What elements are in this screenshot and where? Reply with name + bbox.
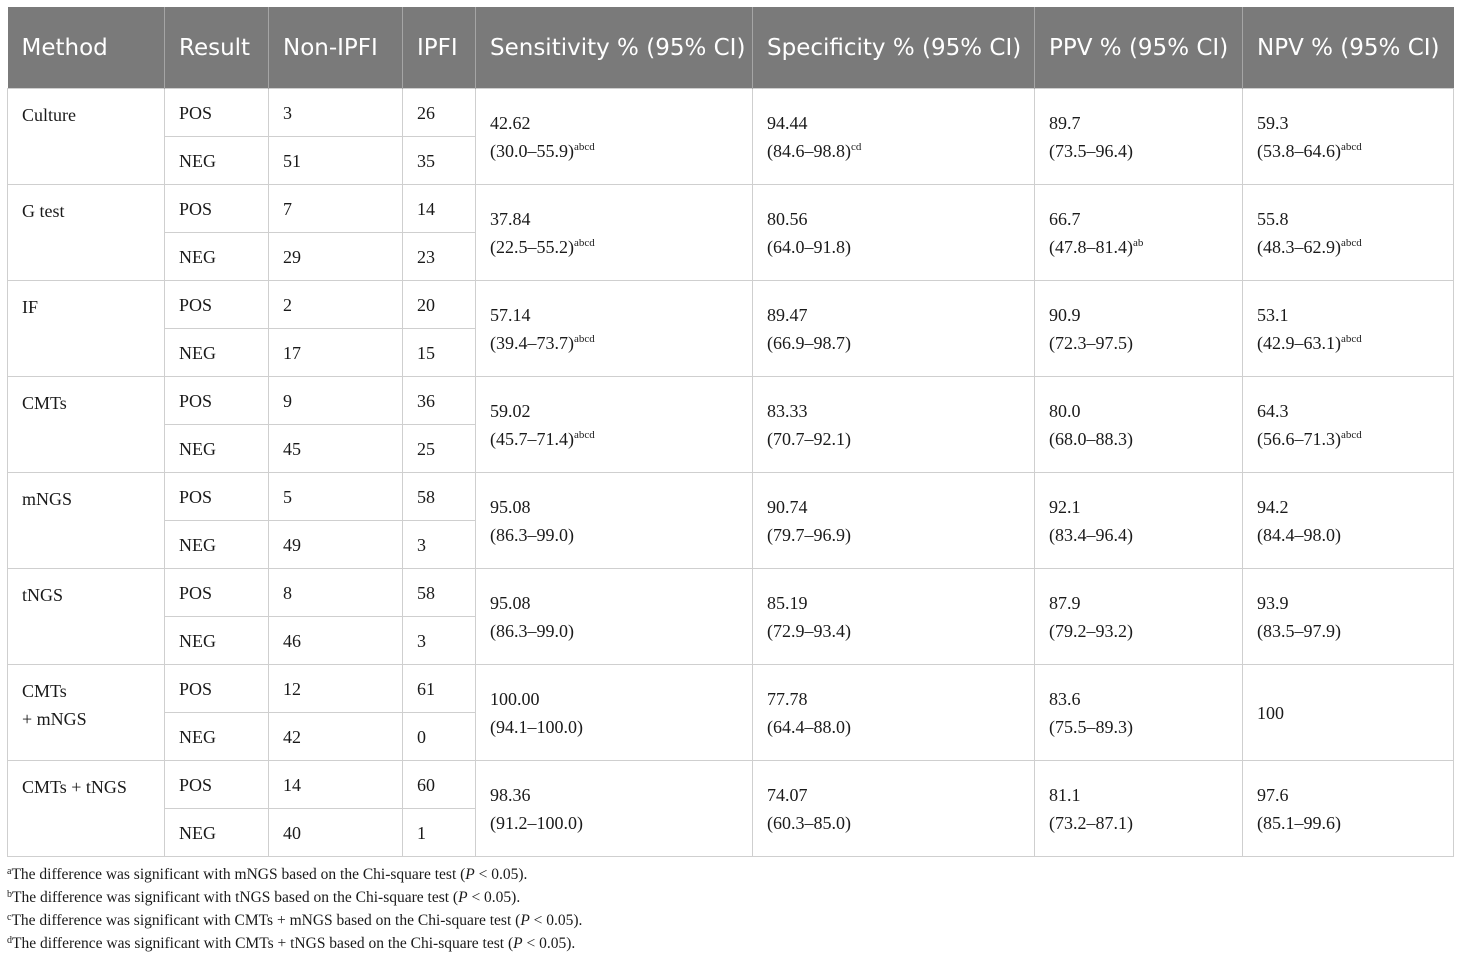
method-cell — [8, 665, 165, 761]
footnote-mark: a — [7, 866, 12, 877]
spec-ci: $(84.6-98.8)^{cd}$ — [767, 140, 862, 161]
ppv-ci: (83.4–96.4) — [1049, 524, 1133, 545]
spec-value: 85.19 — [767, 592, 808, 613]
method-cell — [8, 185, 165, 281]
header-specificity: Specificity % (95% CI) — [753, 7, 1035, 89]
ppv-value: 87.9 — [1049, 592, 1081, 613]
spec-ci: (72.9–93.4) — [767, 620, 851, 641]
ppv-value: 80.0 — [1049, 400, 1081, 421]
header-ipfi: IPFI — [403, 7, 476, 89]
method-name-cont: + mNGS — [22, 709, 87, 729]
spec-ci: (64.4–88.0) — [767, 716, 851, 737]
npv-value: 55.8 — [1257, 208, 1289, 229]
sens-cell — [476, 473, 753, 569]
pos-non-ipfi: 7 — [269, 185, 403, 233]
spec-significance-mark: cd — [851, 140, 862, 153]
table-row — [8, 281, 1454, 329]
table-row — [8, 377, 1454, 425]
spec-ci: (60.3–85.0) — [767, 812, 851, 833]
sens-ci: $(39.4-73.7)^{abcd}$ — [490, 332, 595, 353]
ppv-cell — [1035, 761, 1243, 857]
spec-ci: (66.9–98.7) — [767, 332, 851, 353]
footnote-mark: d — [7, 935, 12, 946]
method-name: CMTs — [22, 393, 67, 413]
pos-non-ipfi: 8 — [269, 569, 403, 617]
result-neg: NEG — [165, 233, 269, 281]
npv-significance-mark: abcd — [1341, 140, 1362, 153]
pos-ipfi: 58 — [403, 569, 476, 617]
spec-value: 77.78 — [767, 688, 808, 709]
spec-cell — [753, 281, 1035, 377]
result-neg: NEG — [165, 425, 269, 473]
pos-ipfi: 60 — [403, 761, 476, 809]
spec-cell — [753, 377, 1035, 473]
ppv-significance-mark: ab — [1133, 236, 1144, 249]
npv-value: 53.1 — [1257, 304, 1289, 325]
sens-ci: (94.1–100.0) — [490, 716, 583, 737]
table-row — [8, 569, 1454, 617]
npv-significance-mark: abcd — [1341, 236, 1362, 249]
spec-ci: (64.0–91.8) — [767, 236, 851, 257]
spec-value: 83.33 — [767, 400, 808, 421]
neg-non-ipfi: 42 — [269, 713, 403, 761]
sens-ci: (91.2–100.0) — [490, 812, 583, 833]
ppv-ci: $(47.8-81.4)^{ab}$ — [1049, 236, 1144, 257]
sens-cell — [476, 761, 753, 857]
spec-cell — [753, 665, 1035, 761]
sens-cell — [476, 569, 753, 665]
neg-non-ipfi: 40 — [269, 809, 403, 857]
spec-value: 80.56 — [767, 208, 808, 229]
result-pos: POS — [165, 665, 269, 713]
sens-cell — [476, 89, 753, 185]
table-header-row — [8, 7, 1454, 89]
sens-value: 100.00 — [490, 688, 540, 709]
sens-value: 95.08 — [490, 592, 531, 613]
npv-cell — [1243, 281, 1454, 377]
sens-cell — [476, 281, 753, 377]
sens-value: 42.62 — [490, 112, 531, 133]
sens-value: 37.84 — [490, 208, 531, 229]
result-pos: POS — [165, 761, 269, 809]
method-name: mNGS — [22, 489, 73, 509]
ppv-cell — [1035, 377, 1243, 473]
method-cell — [8, 89, 165, 185]
sens-ci: $(45.7-71.4)^{abcd}$ — [490, 428, 595, 449]
ppv-cell — [1035, 569, 1243, 665]
method-name: CMTs — [22, 681, 67, 701]
footnote-mark: b — [7, 889, 12, 900]
sens-cell — [476, 377, 753, 473]
method-cell — [8, 377, 165, 473]
pos-ipfi: 36 — [403, 377, 476, 425]
result-pos: POS — [165, 473, 269, 521]
method-name: Culture — [22, 105, 76, 125]
neg-non-ipfi: 49 — [269, 521, 403, 569]
method-cell — [8, 569, 165, 665]
ppv-ci: (79.2–93.2) — [1049, 620, 1133, 641]
npv-value: 59.3 — [1257, 112, 1289, 133]
neg-ipfi: 15 — [403, 329, 476, 377]
npv-cell — [1243, 89, 1454, 185]
npv-ci: $(53.8-64.6)^{abcd}$ — [1257, 140, 1362, 161]
pos-non-ipfi: 3 — [269, 89, 403, 137]
sens-significance-mark: abcd — [574, 140, 595, 153]
ppv-cell — [1035, 185, 1243, 281]
npv-ci: (85.1–99.6) — [1257, 812, 1341, 833]
npv-cell — [1243, 473, 1454, 569]
npv-value: 100 — [1257, 702, 1284, 723]
sens-significance-mark: abcd — [574, 332, 595, 345]
pos-ipfi: 26 — [403, 89, 476, 137]
sens-ci: $(30.0-55.9)^{abcd}$ — [490, 140, 595, 161]
footnote: $^a$The difference was significant with mNGS based on the Chi-square test (P < 0.05). — [7, 866, 528, 883]
neg-ipfi: 35 — [403, 137, 476, 185]
neg-non-ipfi: 45 — [269, 425, 403, 473]
sens-value: 59.02 — [490, 400, 531, 421]
table-row — [8, 761, 1454, 809]
neg-ipfi: 25 — [403, 425, 476, 473]
header-result: Result — [165, 7, 269, 89]
spec-cell — [753, 89, 1035, 185]
pos-ipfi: 61 — [403, 665, 476, 713]
neg-ipfi: 3 — [403, 521, 476, 569]
table-row — [8, 185, 1454, 233]
ppv-ci: (73.5–96.4) — [1049, 140, 1133, 161]
method-cell — [8, 281, 165, 377]
spec-ci: (70.7–92.1) — [767, 428, 851, 449]
pos-non-ipfi: 5 — [269, 473, 403, 521]
result-neg: NEG — [165, 713, 269, 761]
pos-non-ipfi: 2 — [269, 281, 403, 329]
table-row — [8, 473, 1454, 521]
table-row — [8, 89, 1454, 137]
header-method: Method — [8, 7, 165, 89]
npv-value: 93.9 — [1257, 592, 1289, 613]
spec-cell — [753, 761, 1035, 857]
spec-cell — [753, 185, 1035, 281]
result-pos: POS — [165, 185, 269, 233]
spec-cell — [753, 569, 1035, 665]
sens-cell — [476, 185, 753, 281]
table-footnotes — [7, 863, 1453, 955]
table-row — [8, 665, 1454, 713]
spec-cell — [753, 473, 1035, 569]
npv-cell — [1243, 761, 1454, 857]
sens-ci: (86.3–99.0) — [490, 620, 574, 641]
header-npv: NPV % (95% CI) — [1243, 7, 1454, 89]
neg-non-ipfi: 17 — [269, 329, 403, 377]
sens-cell — [476, 665, 753, 761]
neg-ipfi: 23 — [403, 233, 476, 281]
pos-non-ipfi: 9 — [269, 377, 403, 425]
npv-ci: $(42.9-63.1)^{abcd}$ — [1257, 332, 1362, 353]
pos-ipfi: 20 — [403, 281, 476, 329]
npv-cell — [1243, 665, 1454, 761]
npv-ci: $(56.6-71.3)^{abcd}$ — [1257, 428, 1362, 449]
result-pos: POS — [165, 569, 269, 617]
npv-value: 64.3 — [1257, 400, 1289, 421]
ppv-value: 92.1 — [1049, 496, 1081, 517]
npv-significance-mark: abcd — [1341, 332, 1362, 345]
ppv-ci: (68.0–88.3) — [1049, 428, 1133, 449]
npv-cell — [1243, 185, 1454, 281]
header-ppv: PPV % (95% CI) — [1035, 7, 1243, 89]
footnote: $^c$The difference was significant with CMTs + mNGS based on the Chi-square test (P < 0.05). — [7, 912, 583, 929]
ppv-value: 66.7 — [1049, 208, 1081, 229]
result-pos: POS — [165, 281, 269, 329]
method-name: tNGS — [22, 585, 64, 605]
neg-non-ipfi: 51 — [269, 137, 403, 185]
sens-ci: $(22.5-55.2)^{abcd}$ — [490, 236, 595, 257]
sens-value: 95.08 — [490, 496, 531, 517]
spec-value: 90.74 — [767, 496, 808, 517]
neg-ipfi: 1 — [403, 809, 476, 857]
ppv-cell — [1035, 281, 1243, 377]
spec-ci: (79.7–96.9) — [767, 524, 851, 545]
neg-non-ipfi: 46 — [269, 617, 403, 665]
spec-value: 94.44 — [767, 112, 808, 133]
sens-ci: (86.3–99.0) — [490, 524, 574, 545]
spec-value: 74.07 — [767, 784, 808, 805]
diagnostic-performance-table — [7, 7, 1454, 857]
npv-value: 94.2 — [1257, 496, 1289, 517]
npv-cell — [1243, 569, 1454, 665]
method-cell — [8, 761, 165, 857]
result-neg: NEG — [165, 137, 269, 185]
method-name: G test — [22, 201, 65, 221]
sens-significance-mark: abcd — [574, 236, 595, 249]
npv-significance-mark: abcd — [1341, 428, 1362, 441]
pos-ipfi: 14 — [403, 185, 476, 233]
npv-value: 97.6 — [1257, 784, 1289, 805]
ppv-ci: (72.3–97.5) — [1049, 332, 1133, 353]
results-table-container — [7, 7, 1453, 955]
ppv-cell — [1035, 89, 1243, 185]
method-name: IF — [22, 297, 39, 317]
footnote: $^d$The difference was significant with CMTs + tNGS based on the Chi-square test (P < 0.05). — [7, 935, 576, 952]
neg-ipfi: 3 — [403, 617, 476, 665]
npv-cell — [1243, 377, 1454, 473]
pos-ipfi: 58 — [403, 473, 476, 521]
result-neg: NEG — [165, 329, 269, 377]
result-neg: NEG — [165, 521, 269, 569]
neg-non-ipfi: 29 — [269, 233, 403, 281]
pos-non-ipfi: 12 — [269, 665, 403, 713]
spec-value: 89.47 — [767, 304, 808, 325]
footnote: $^b$The difference was significant with tNGS based on the Chi-square test (P < 0.05). — [7, 889, 521, 906]
npv-ci: (84.4–98.0) — [1257, 524, 1341, 545]
sens-significance-mark: abcd — [574, 428, 595, 441]
ppv-value: 81.1 — [1049, 784, 1081, 805]
result-pos: POS — [165, 377, 269, 425]
method-cell — [8, 473, 165, 569]
pos-non-ipfi: 14 — [269, 761, 403, 809]
ppv-ci: (73.2–87.1) — [1049, 812, 1133, 833]
npv-ci: $(48.3-62.9)^{abcd}$ — [1257, 236, 1362, 257]
neg-ipfi: 0 — [403, 713, 476, 761]
sens-value: 98.36 — [490, 784, 531, 805]
header-non-ipfi: Non-IPFI — [269, 7, 403, 89]
ppv-value: 89.7 — [1049, 112, 1081, 133]
footnote-mark: c — [7, 912, 12, 923]
ppv-ci: (75.5–89.3) — [1049, 716, 1133, 737]
result-neg: NEG — [165, 617, 269, 665]
result-pos: POS — [165, 89, 269, 137]
method-name: CMTs + tNGS — [22, 777, 127, 797]
ppv-cell — [1035, 473, 1243, 569]
npv-ci: (83.5–97.9) — [1257, 620, 1341, 641]
sens-value: 57.14 — [490, 304, 531, 325]
ppv-cell — [1035, 665, 1243, 761]
result-neg: NEG — [165, 809, 269, 857]
ppv-value: 83.6 — [1049, 688, 1081, 709]
header-sensitivity: Sensitivity % (95% CI) — [476, 7, 753, 89]
ppv-value: 90.9 — [1049, 304, 1081, 325]
